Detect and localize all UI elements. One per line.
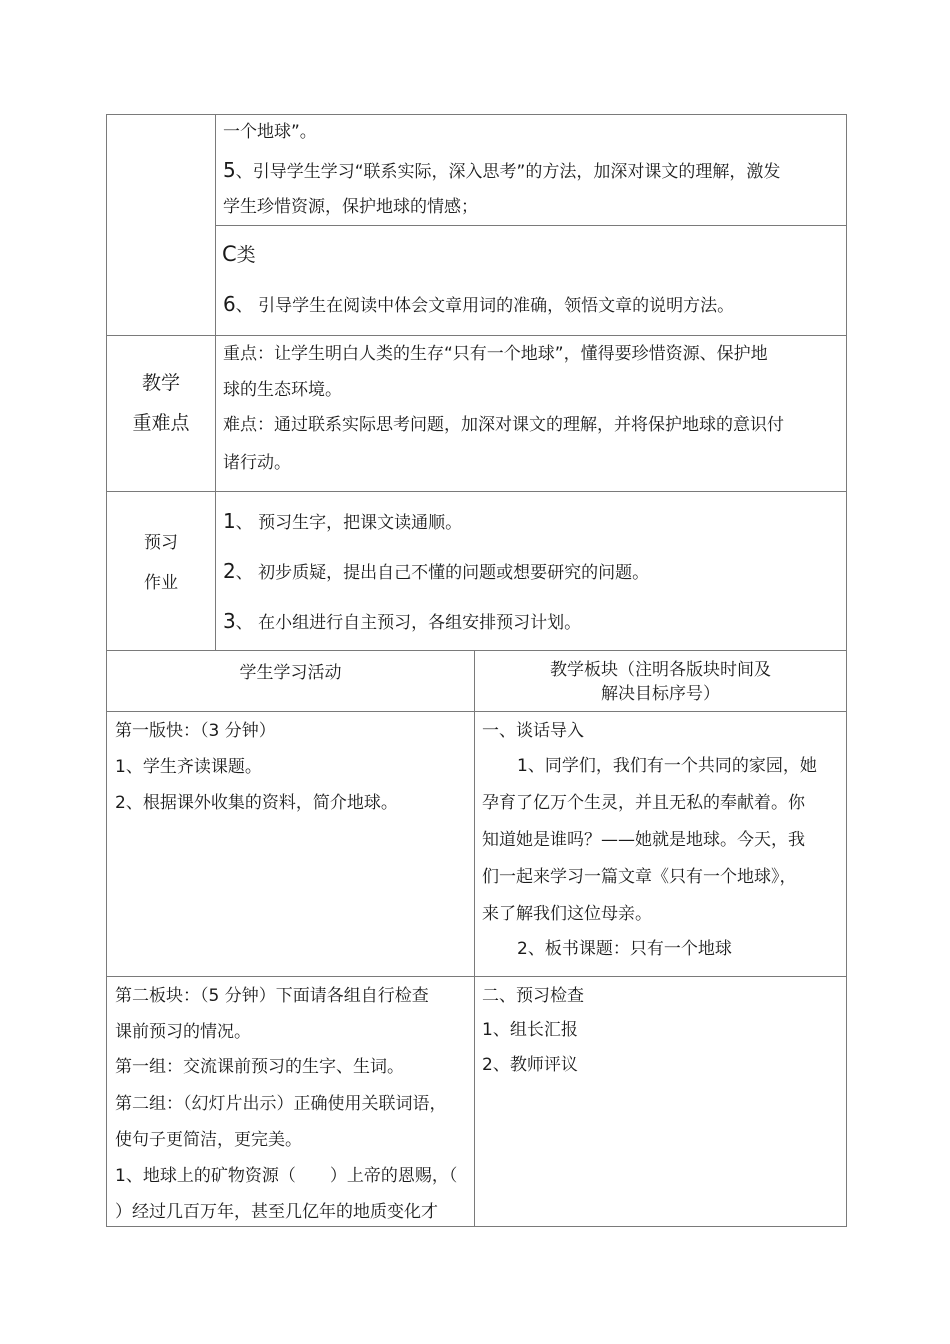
block1-teacher-title: 一、谈话导入 (482, 721, 584, 741)
student-activity-header: 学生学习活动 (239, 663, 342, 683)
table-border-top (106, 114, 847, 115)
preview-item-3-number: 3 (223, 609, 236, 633)
objective-6 (223, 293, 734, 317)
block1-teacher-p1-line4: 们一起来学习一篇文章《只有一个地球》， (482, 867, 797, 887)
preview-item-1-number: 1 (223, 509, 236, 533)
objective-5-line2: 学生珍惜资源，保护地球的情感； (223, 197, 478, 217)
preview-label-line2: 作业 (144, 573, 178, 593)
objective-6-text: 、 引导学生在阅读中体会文章用词的准确，领悟文章的说明方法。 (235, 296, 735, 316)
difficult-point-line1: 难点：通过联系实际思考问题，加深对课文的理解，并将保护地球的意识付 (223, 415, 784, 435)
row-divider-difficulty (106, 335, 847, 336)
block2-student-line2: 课前预习的情况。 (115, 1022, 251, 1042)
row-divider-c-class (215, 225, 846, 226)
block2-student-line4: 第二组：（幻灯片出示）正确使用关联词语， (115, 1094, 447, 1114)
c-class-label: 类 (236, 244, 256, 266)
preview-item-2-number: 2 (223, 559, 236, 583)
block1-teacher-p1-line2: 孕育了亿万个生灵，并且无私的奉献着。你 (482, 793, 805, 813)
block2-student-line3: 第一组：交流课前预习的生字、生词。 (115, 1057, 404, 1077)
block1-student-title: 第一版快：（3 分钟） (115, 721, 276, 741)
objective-continued-text: 一个地球”。 (223, 122, 317, 142)
row-divider-preview (106, 491, 847, 492)
table-border-bottom (106, 1226, 847, 1227)
key-point-line1: 重点：让学生明白人类的生存“只有一个地球”，懂得要珍惜资源、保护地 (223, 344, 768, 364)
preview-item-2-text: 、 初步质疑，提出自己不懂的问题或想要研究的问题。 (235, 563, 650, 583)
preview-item-2 (223, 560, 649, 584)
block2-teacher-item1: 1、组长汇报 (482, 1020, 578, 1040)
c-class-heading (222, 243, 256, 267)
objective-5-text: 、引导学生学习“联系实际，深入思考”的方法，加深对课文的理解，激发 (235, 162, 781, 182)
objective-6-number: 6 (223, 292, 236, 316)
preview-item-1 (223, 510, 462, 534)
block2-student-line1: 第二板块：（5 分钟）下面请各组自行检查 (115, 986, 429, 1006)
objective-5-number: 5 (223, 158, 236, 182)
difficult-point-line2: 诸行动。 (223, 453, 291, 473)
block1-student-line1: 1、学生齐读课题。 (115, 757, 262, 777)
preview-item-3 (223, 610, 581, 634)
table-border-right (846, 114, 847, 1227)
block1-teacher-p2: 2、板书课题：只有一个地球 (517, 939, 732, 959)
teaching-block-header-line2: 解决目标序号） (601, 684, 720, 704)
block1-student-line2: 2、根据课外收集的资料，简介地球。 (115, 793, 398, 813)
block2-teacher-item2: 2、教师评议 (482, 1055, 578, 1075)
block2-student-line5: 使句子更简洁，更完美。 (115, 1130, 302, 1150)
preview-label-line1: 预习 (144, 533, 178, 553)
difficulty-label-line1: 教学 (141, 372, 180, 394)
row-divider-headers (106, 650, 847, 651)
key-point-line2: 球的生态环境。 (223, 380, 342, 400)
block2-student-line7: ）经过几百万年，甚至几亿年的地质变化才 (115, 1202, 438, 1222)
objective-5 (223, 159, 780, 183)
block1-teacher-p1-line5: 来了解我们这位母亲。 (482, 904, 652, 924)
row-divider-block2 (106, 976, 847, 977)
difficulty-label-line2: 重难点 (132, 412, 190, 434)
block1-teacher-p1-line3: 知道她是谁吗？——她就是地球。今天，我 (482, 830, 805, 850)
label-column-divider (215, 114, 216, 651)
block2-teacher-title: 二、预习检查 (482, 986, 584, 1006)
activity-column-divider (474, 650, 475, 1227)
preview-item-1-text: 、 预习生字，把课文读通顺。 (235, 513, 463, 533)
preview-item-3-text: 、 在小组进行自主预习，各组安排预习计划。 (235, 613, 582, 633)
c-class-letter: C (222, 242, 237, 266)
teaching-block-header-line1: 教学板块（注明各版块时间及 (550, 660, 771, 680)
row-divider-block1 (106, 711, 847, 712)
block1-teacher-p1-line1: 1、同学们，我们有一个共同的家园，她 (517, 756, 817, 776)
block2-student-line6: 1、地球上的矿物资源（ ）上帝的恩赐，（ (115, 1166, 458, 1186)
